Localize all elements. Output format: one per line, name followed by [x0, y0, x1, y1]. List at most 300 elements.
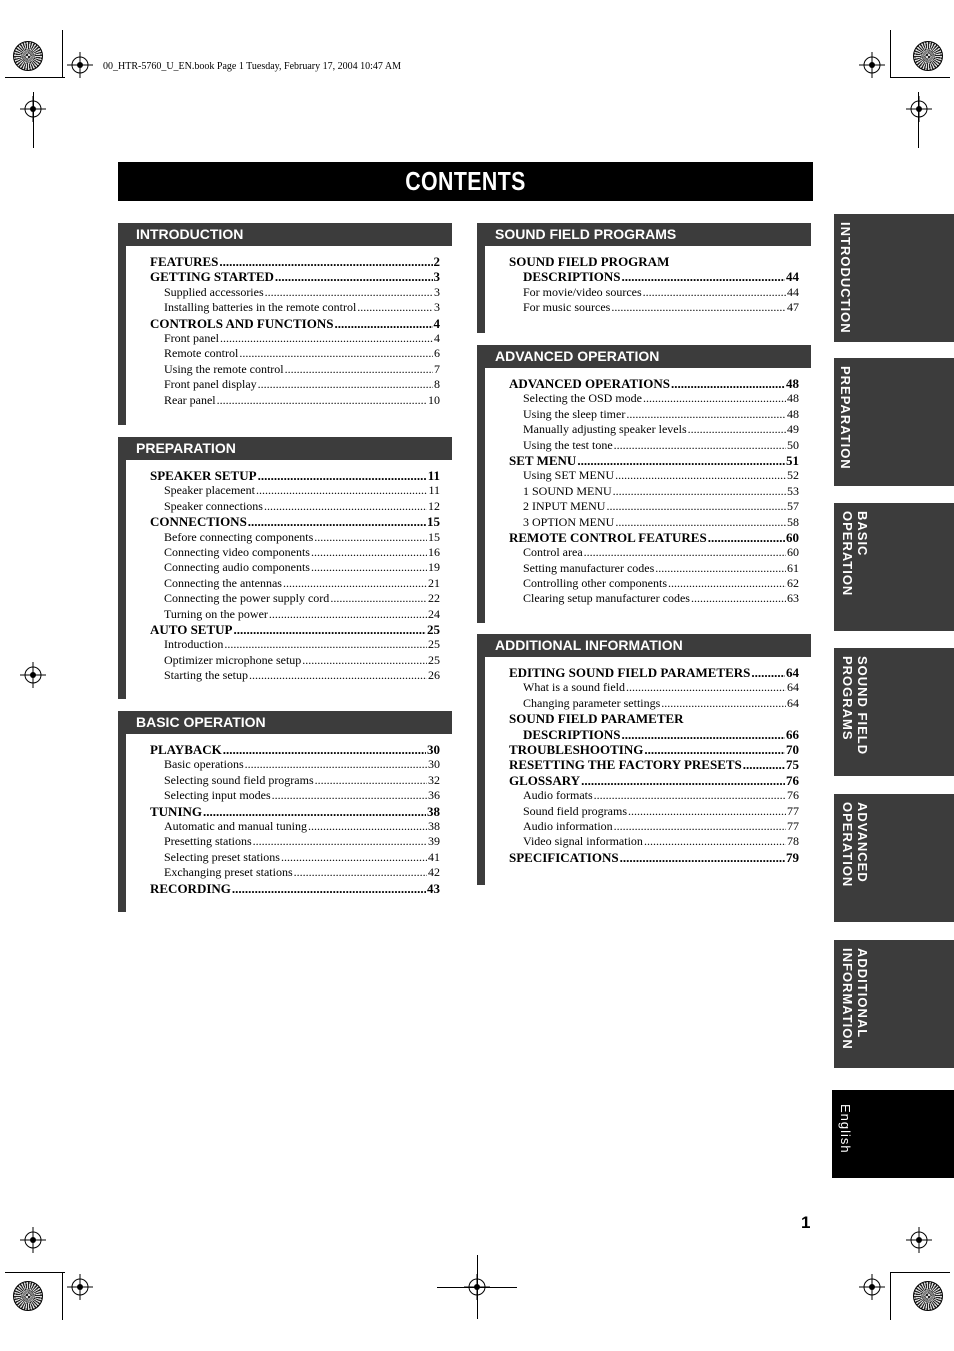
color-rosette-icon [13, 41, 43, 71]
toc-entry-page: 64 [787, 695, 799, 710]
toc-entry-title: Using SET MENU [523, 468, 615, 483]
toc-entry-title: GETTING STARTED [150, 269, 274, 285]
toc-entry [126, 285, 440, 300]
toc-entry-page: 64 [787, 680, 799, 695]
toc-entry-page: 60 [786, 529, 799, 545]
toc-entry-page: 4 [434, 330, 440, 345]
dot-leader [708, 530, 785, 546]
toc-entry [485, 484, 799, 499]
toc-entry-page: 41 [428, 849, 440, 864]
toc-entry [485, 545, 799, 560]
crop-mark [890, 77, 950, 78]
toc-entry [485, 453, 799, 468]
toc-entry [485, 696, 799, 711]
crop-mark [890, 30, 891, 78]
toc-entry-page: 64 [786, 665, 799, 680]
toc-list [118, 734, 452, 912]
toc-entry [485, 530, 799, 545]
toc-entry [485, 438, 799, 453]
crop-mark [5, 77, 65, 78]
toc-entry-page: 58 [787, 514, 799, 529]
toc-entry [126, 881, 440, 896]
toc-entry [485, 850, 799, 865]
toc-entry-title: Speaker connections [164, 498, 263, 513]
dot-leader [311, 545, 427, 560]
toc-entry-page: 11 [428, 483, 440, 498]
dot-leader [294, 865, 427, 880]
dot-leader [655, 561, 786, 576]
print-header: 00_HTR-5760_U_EN.book Page 1 Tuesday, February 17, 2004 10:47 AM [103, 61, 401, 72]
toc-entry-title: Rear panel [164, 392, 216, 407]
toc-entry-page: 61 [787, 560, 799, 575]
toc-entry [485, 561, 799, 576]
toc-entry-title: Turning on the power [164, 606, 268, 621]
dot-leader [224, 637, 427, 652]
toc-entry [485, 773, 799, 788]
dot-leader [643, 285, 786, 300]
toc-entry [126, 850, 440, 865]
side-tab-label: PREPARATION [838, 366, 853, 470]
toc-entry [126, 362, 440, 377]
color-rosette-icon [13, 1281, 43, 1311]
section-introduction [118, 223, 452, 425]
side-tab-label: SOUND FIELD PROGRAMS [840, 656, 870, 756]
toc-list [477, 368, 811, 623]
toc-entry [485, 515, 799, 530]
toc-entry-title: AUTO SETUP [150, 621, 233, 637]
toc-entry-title: Video signal information [523, 834, 643, 849]
toc-entry [126, 576, 440, 591]
registration-mark-icon [20, 1227, 46, 1253]
crop-mark [62, 30, 63, 78]
side-tab-label: English [838, 1104, 853, 1154]
toc-entry-page: 8 [434, 377, 440, 392]
toc-entry-title: Connecting audio components [164, 560, 310, 575]
toc-entry-title: Selecting input modes [164, 788, 271, 803]
dot-leader [233, 622, 426, 638]
toc-entry-page: 3 [434, 284, 440, 299]
crop-mark [62, 1272, 63, 1320]
toc-entry-title: RECORDING [150, 880, 231, 896]
toc-entry [485, 254, 799, 269]
dot-leader [671, 376, 785, 392]
toc-entry-title: PLAYBACK [150, 742, 222, 757]
toc-entry [485, 407, 799, 422]
toc-entry-page: 6 [434, 346, 440, 361]
toc-entry-page: 42 [428, 865, 440, 880]
toc-entry [126, 653, 440, 668]
dot-leader [584, 545, 786, 560]
dot-leader [308, 819, 427, 834]
toc-entry-title: Manually adjusting speaker levels [523, 422, 687, 437]
toc-entry-title: DESCRIPTIONS [523, 726, 621, 742]
toc-entry-page: 26 [428, 668, 440, 683]
toc-entry [485, 742, 799, 757]
dot-leader [315, 773, 427, 788]
toc-entry-page: 50 [787, 437, 799, 452]
toc-entry-title: Introduction [164, 637, 224, 652]
dot-leader [614, 819, 786, 834]
dot-leader [256, 483, 427, 498]
toc-entry-title: For movie/video sources [523, 284, 642, 299]
dot-leader [644, 742, 785, 758]
toc-entry-title: Sound field programs [523, 803, 627, 818]
crop-mark [890, 1272, 950, 1273]
toc-entry-page: 4 [433, 315, 440, 331]
toc-entry-title: Basic operations [164, 757, 244, 772]
toc-entry-page: 2 [433, 254, 440, 269]
dot-leader [622, 269, 785, 285]
dot-leader [258, 468, 427, 484]
dot-leader [620, 850, 785, 866]
side-tab-label: INTRODUCTION [838, 222, 853, 334]
toc-entry [485, 727, 799, 742]
toc-entry-page: 16 [428, 544, 440, 559]
toc-entry [485, 499, 799, 514]
toc-entry-title: Setting manufacturer codes [523, 560, 655, 575]
dot-leader [264, 499, 427, 514]
dot-leader [606, 499, 786, 514]
toc-entry-page: 51 [786, 452, 799, 468]
registration-mark-icon [67, 1274, 93, 1300]
toc-entry [126, 668, 440, 683]
toc-entry-title: DESCRIPTIONS [523, 269, 621, 285]
crop-mark [5, 1272, 65, 1273]
toc-entry [485, 680, 799, 695]
dot-leader [249, 668, 427, 683]
toc-entry-page: 66 [786, 726, 799, 742]
toc-entry-page: 60 [787, 545, 799, 560]
section-sound-field-programs [477, 223, 811, 333]
toc-entry [126, 865, 440, 880]
toc-entry [126, 607, 440, 622]
toc-entry [126, 331, 440, 346]
toc-entry-page: 43 [427, 880, 440, 896]
toc-entry-page: 44 [787, 284, 799, 299]
dot-leader [626, 680, 786, 695]
toc-entry-page: 10 [428, 392, 440, 407]
toc-entry [126, 514, 440, 529]
section-additional-information [477, 634, 811, 885]
toc-entry-title: Using the sleep timer [523, 406, 626, 421]
dot-leader [751, 665, 785, 681]
dot-leader [311, 560, 427, 575]
toc-entry-title: TUNING [150, 803, 203, 819]
toc-entry [126, 499, 440, 514]
toc-entry-title: 2 INPUT MENU [523, 499, 606, 514]
toc-entry-title: Presetting stations [164, 834, 252, 849]
toc-entry-title: SPECIFICATIONS [509, 849, 619, 865]
side-tab-label: ADDITIONAL INFORMATION [840, 948, 870, 1050]
toc-entry [126, 804, 440, 819]
toc-entry-page: 15 [427, 514, 440, 530]
dot-leader [272, 788, 427, 803]
toc-entry-page: 38 [428, 818, 440, 833]
dot-leader [661, 696, 786, 711]
toc-entry-title: Changing parameter settings [523, 695, 661, 710]
toc-entry [126, 530, 440, 545]
dot-leader [285, 362, 433, 377]
toc-entry-title: REMOTE CONTROL FEATURES [509, 529, 707, 545]
dot-leader [232, 881, 426, 897]
toc-entry [485, 804, 799, 819]
toc-entry-page: 44 [786, 269, 799, 285]
toc-entry-title: Installing batteries in the remote control [164, 300, 357, 315]
toc-entry-title: Connecting the antennas [164, 575, 282, 590]
toc-entry [485, 576, 799, 591]
toc-entry [485, 391, 799, 406]
toc-entry-page: 70 [786, 741, 799, 757]
registration-mark-icon [67, 52, 93, 78]
toc-entry [485, 285, 799, 300]
toc-entry [485, 788, 799, 803]
side-tab-label: ADVANCED OPERATION [840, 802, 870, 888]
toc-entry [126, 788, 440, 803]
toc-entry [485, 757, 799, 772]
toc-entry-title: RESETTING THE FACTORY PRESETS [509, 757, 742, 773]
toc-entry [126, 545, 440, 560]
toc-entry [126, 316, 440, 331]
toc-entry-title: SET MENU [509, 452, 577, 468]
section-heading: PREPARATION [118, 437, 452, 460]
section-preparation [118, 437, 452, 699]
toc-entry-title: TROUBLESHOOTING [509, 741, 644, 757]
toc-entry-title: 1 SOUND MENU [523, 483, 612, 498]
dot-leader [613, 484, 786, 499]
toc-entry-page: 76 [786, 772, 799, 788]
toc-entry-page: 25 [428, 637, 440, 652]
dot-leader [357, 300, 433, 315]
dot-leader [275, 269, 433, 285]
dot-leader [668, 576, 786, 591]
toc-entry-title: CONNECTIONS [150, 514, 247, 530]
registration-mark-icon [906, 1227, 932, 1253]
toc-entry-title: Selecting the OSD mode [523, 391, 642, 406]
toc-entry-page: 7 [434, 361, 440, 376]
dot-leader [644, 834, 786, 849]
dot-leader [643, 391, 786, 406]
toc-entry-page: 49 [787, 422, 799, 437]
toc-entry [126, 393, 440, 408]
toc-entry-page: 79 [786, 849, 799, 865]
dot-leader [615, 468, 786, 483]
toc-entry-page: 12 [428, 498, 440, 513]
section-heading: INTRODUCTION [118, 223, 452, 246]
page-title-text: CONTENTS [405, 166, 526, 196]
toc-entry-title: SOUND FIELD PROGRAM [509, 254, 670, 269]
dot-leader [628, 804, 786, 819]
toc-entry-title: GLOSSARY [509, 772, 581, 788]
registration-mark-icon [20, 662, 46, 688]
dot-leader [594, 788, 786, 803]
toc-entry-page: 62 [787, 576, 799, 591]
toc-entry-title: Control area [523, 545, 583, 560]
dot-leader [253, 834, 427, 849]
toc-entry [485, 300, 799, 315]
dot-leader [577, 453, 785, 469]
toc-entry-title: ADVANCED OPERATIONS [509, 376, 670, 391]
toc-entry [485, 376, 799, 391]
toc-entry-title: What is a sound field [523, 680, 625, 695]
dot-leader [220, 331, 433, 346]
toc-entry-title: Starting the setup [164, 668, 248, 683]
side-tab-additional-information[interactable] [834, 940, 954, 1068]
dot-leader [281, 850, 427, 865]
dot-leader [334, 316, 432, 332]
toc-entry-page: 47 [787, 300, 799, 315]
dot-leader [245, 757, 427, 772]
section-heading: SOUND FIELD PROGRAMS [477, 223, 811, 246]
toc-entry [126, 483, 440, 498]
toc-entry [126, 346, 440, 361]
toc-entry-title: Optimizer microphone setup [164, 652, 302, 667]
side-tab-english[interactable] [832, 1090, 954, 1178]
dot-leader [217, 393, 427, 408]
toc-entry-title: Speaker placement [164, 483, 255, 498]
dot-leader [314, 530, 427, 545]
side-tab-basic-operation[interactable] [834, 503, 954, 631]
toc-entry [126, 622, 440, 637]
section-heading: BASIC OPERATION [118, 711, 452, 734]
toc-entry [126, 757, 440, 772]
toc-entry-page: 30 [427, 742, 440, 757]
side-tab-introduction[interactable] [834, 214, 954, 342]
toc-entry-page: 38 [427, 803, 440, 819]
toc-entry-page: 3 [433, 269, 440, 285]
toc-entry-title: SOUND FIELD PARAMETER [509, 711, 684, 727]
toc-entry-title: CONTROLS AND FUNCTIONS [150, 315, 334, 331]
toc-entry-page: 57 [787, 499, 799, 514]
color-rosette-icon [913, 1281, 943, 1311]
toc-entry-page: 11 [427, 468, 440, 483]
toc-entry-title: Audio information [523, 818, 613, 833]
dot-leader [688, 422, 786, 437]
toc-list [118, 460, 452, 699]
side-tab-advanced-operation[interactable] [834, 794, 954, 922]
dot-leader [269, 607, 427, 622]
toc-entry [485, 591, 799, 606]
toc-list [477, 657, 811, 885]
dot-leader [203, 804, 426, 820]
toc-entry-title: Clearing setup manufacturer codes [523, 591, 690, 606]
section-basic-operation [118, 711, 452, 912]
toc-entry [126, 269, 440, 284]
toc-entry [126, 300, 440, 315]
toc-entry-title: Using the test tone [523, 437, 613, 452]
toc-entry-page: 21 [428, 575, 440, 590]
dot-leader [691, 591, 786, 606]
dot-leader [581, 773, 785, 789]
toc-entry-page: 75 [786, 757, 799, 773]
toc-entry [485, 422, 799, 437]
toc-entry-title: Connecting the power supply cord [164, 591, 330, 606]
toc-entry [485, 819, 799, 834]
registration-mark-icon [906, 96, 932, 122]
toc-entry-page: 25 [428, 652, 440, 667]
toc-entry [485, 711, 799, 726]
toc-entry-title: Before connecting components [164, 529, 314, 544]
toc-entry-page: 15 [428, 529, 440, 544]
toc-entry [485, 468, 799, 483]
toc-entry-page: 77 [787, 803, 799, 818]
toc-entry [485, 665, 799, 680]
dot-leader [265, 285, 433, 300]
toc-entry-page: 48 [786, 376, 799, 391]
dot-leader [239, 346, 433, 361]
dot-leader [302, 653, 427, 668]
side-tab-preparation[interactable] [834, 358, 954, 486]
toc-entry [126, 560, 440, 575]
toc-entry-title: Using the remote control [164, 361, 284, 376]
section-heading: ADVANCED OPERATION [477, 345, 811, 368]
toc-entry-page: 25 [427, 621, 440, 637]
crop-mark [890, 1272, 891, 1320]
toc-entry-title: Selecting sound field programs [164, 772, 314, 787]
toc-entry [126, 819, 440, 834]
registration-mark-icon [20, 96, 46, 122]
toc-entry-title: EDITING SOUND FIELD PARAMETERS [509, 665, 751, 680]
toc-entry-title: Automatic and manual tuning [164, 818, 307, 833]
toc-entry-page: 77 [787, 818, 799, 833]
toc-entry-page: 24 [428, 606, 440, 621]
toc-entry-title: Front panel [164, 330, 219, 345]
dot-leader [611, 300, 786, 315]
toc-entry [485, 834, 799, 849]
toc-entry-title: 3 OPTION MENU [523, 514, 615, 529]
toc-entry [126, 254, 440, 269]
toc-entry-title: FEATURES [150, 254, 219, 269]
toc-entry-page: 52 [787, 468, 799, 483]
page-number: 1 [801, 1213, 811, 1232]
toc-entry-title: Front panel display [164, 377, 257, 392]
toc-entry [126, 468, 440, 483]
dot-leader [615, 515, 786, 530]
toc-entry-page: 32 [428, 772, 440, 787]
toc-entry-title: For music sources [523, 300, 611, 315]
registration-mark-icon [859, 1274, 885, 1300]
toc-entry-title: Controlling other components [523, 576, 667, 591]
toc-entry-title: SPEAKER SETUP [150, 468, 257, 483]
toc-entry-title: Selecting preset stations [164, 849, 280, 864]
toc-entry-title: Remote control [164, 346, 239, 361]
dot-leader [248, 514, 426, 530]
toc-entry-title: Exchanging preset stations [164, 865, 293, 880]
dot-leader [283, 576, 427, 591]
dot-leader [219, 254, 432, 270]
toc-entry-title: Supplied accessories [164, 284, 264, 299]
dot-leader [622, 727, 785, 743]
toc-entry-page: 19 [428, 560, 440, 575]
toc-entry-page: 76 [787, 788, 799, 803]
toc-entry [126, 377, 440, 392]
side-tab-label: BASIC OPERATION [840, 511, 870, 597]
toc-entry [126, 773, 440, 788]
dot-leader [223, 742, 426, 758]
toc-entry-page: 48 [787, 406, 799, 421]
page-title [118, 162, 813, 201]
toc-list [477, 246, 811, 333]
toc-entry-page: 48 [787, 391, 799, 406]
side-tab-sound-field-programs[interactable] [834, 648, 954, 776]
dot-leader [626, 407, 786, 422]
toc-entry-page: 78 [787, 834, 799, 849]
registration-mark-icon [859, 52, 885, 78]
toc-entry-page: 3 [434, 300, 440, 315]
toc-list [118, 246, 452, 425]
section-heading: ADDITIONAL INFORMATION [477, 634, 811, 657]
toc-entry [126, 834, 440, 849]
toc-entry [485, 269, 799, 284]
